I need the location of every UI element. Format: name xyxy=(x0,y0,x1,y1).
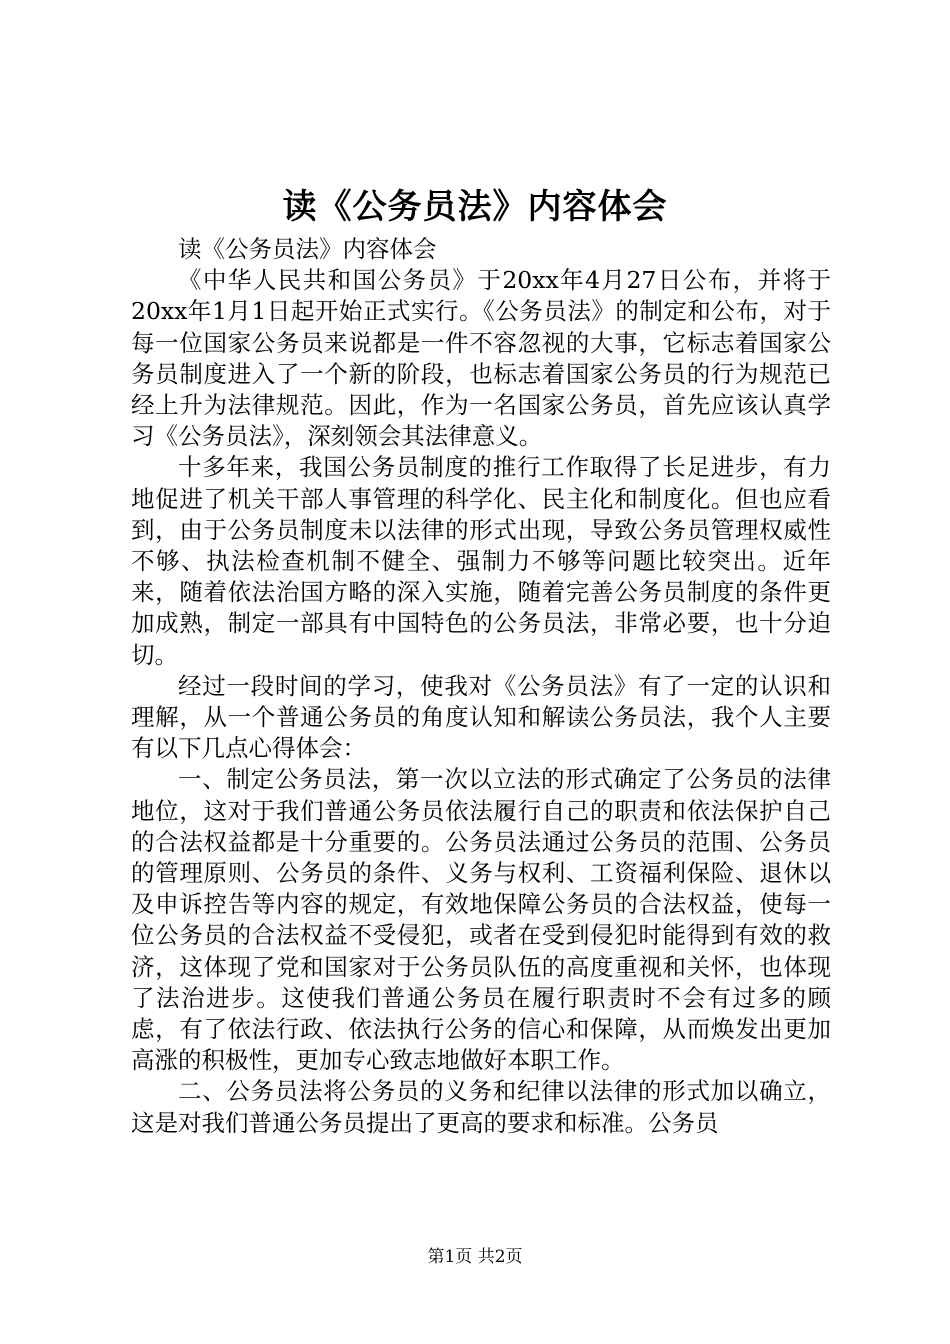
paragraph: 一、制定公务员法，第一次以立法的形式确定了公务员的法律地位，这对于我们普通公务员依法履行自己的职责和依法保护自己的合法权益都是十分重要的。公务员法通过公务员的范围、公务员的管理原则、公务员的条件、义务与权利、工资福利保险、退休以及申诉控告等内容的规定，有效地保障公务员的合法权益，使每一位公务员的合法权益不受侵犯，或者在受到侵犯时能得到有效的救济，这体现了党和国家对于公务员队伍的高度重视和关怀，也体现了法治进步。这使我们普通公务员在履行职责时不会有过多的顾虑，有了依法行政、依法执行公务的信心和保障，从而焕发出更加高涨的积极性，更加专心致志地做好本职工作。 xyxy=(131,765,831,1075)
document-body xyxy=(131,234,831,1139)
paragraph: 《中华人民共和国公务员》于20xx年4月27日公布，并将于20xx年1月1日起开始正式实行。《公务员法》的制定和公布，对于每一位国家公务员来说都是一件不容忽视的大事，它标志着国家公务员制度进入了一个新的阶段，也标志着国家公务员的行为规范已经上升为法律规范。因此，作为一名国家公务员，首先应该认真学习《公务员法》，深刻领会其法律意义。 xyxy=(131,266,831,451)
page-number-footer: 第1页 共2页 xyxy=(427,1247,523,1267)
document-title: 读《公务员法》内容体会 xyxy=(282,187,668,227)
paragraph: 经过一段时间的学习，使我对《公务员法》有了一定的认识和理解，从一个普通公务员的角度认知和解读公务员法，我个人主要有以下几点心得体会： xyxy=(131,671,831,763)
paragraph-subtitle: 读《公务员法》内容体会 xyxy=(178,235,437,263)
paragraph: 十多年来，我国公务员制度的推行工作取得了长足进步，有力地促进了机关干部人事管理的科学化、民主化和制度化。但也应看到，由于公务员制度未以法律的形式出现，导致公务员管理权威性不够、执法检查机制不健全、强制力不够等问题比较突出。近年来，随着依法治国方略的深入实施，随着完善公务员制度的条件更加成熟，制定一部具有中国特色的公务员法，非常必要，也十分迫切。 xyxy=(131,453,831,669)
paragraph: 二、公务员法将公务员的义务和纪律以法律的形式加以确立，这是对我们普通公务员提出了更高的要求和标准。公务员 xyxy=(131,1077,831,1137)
